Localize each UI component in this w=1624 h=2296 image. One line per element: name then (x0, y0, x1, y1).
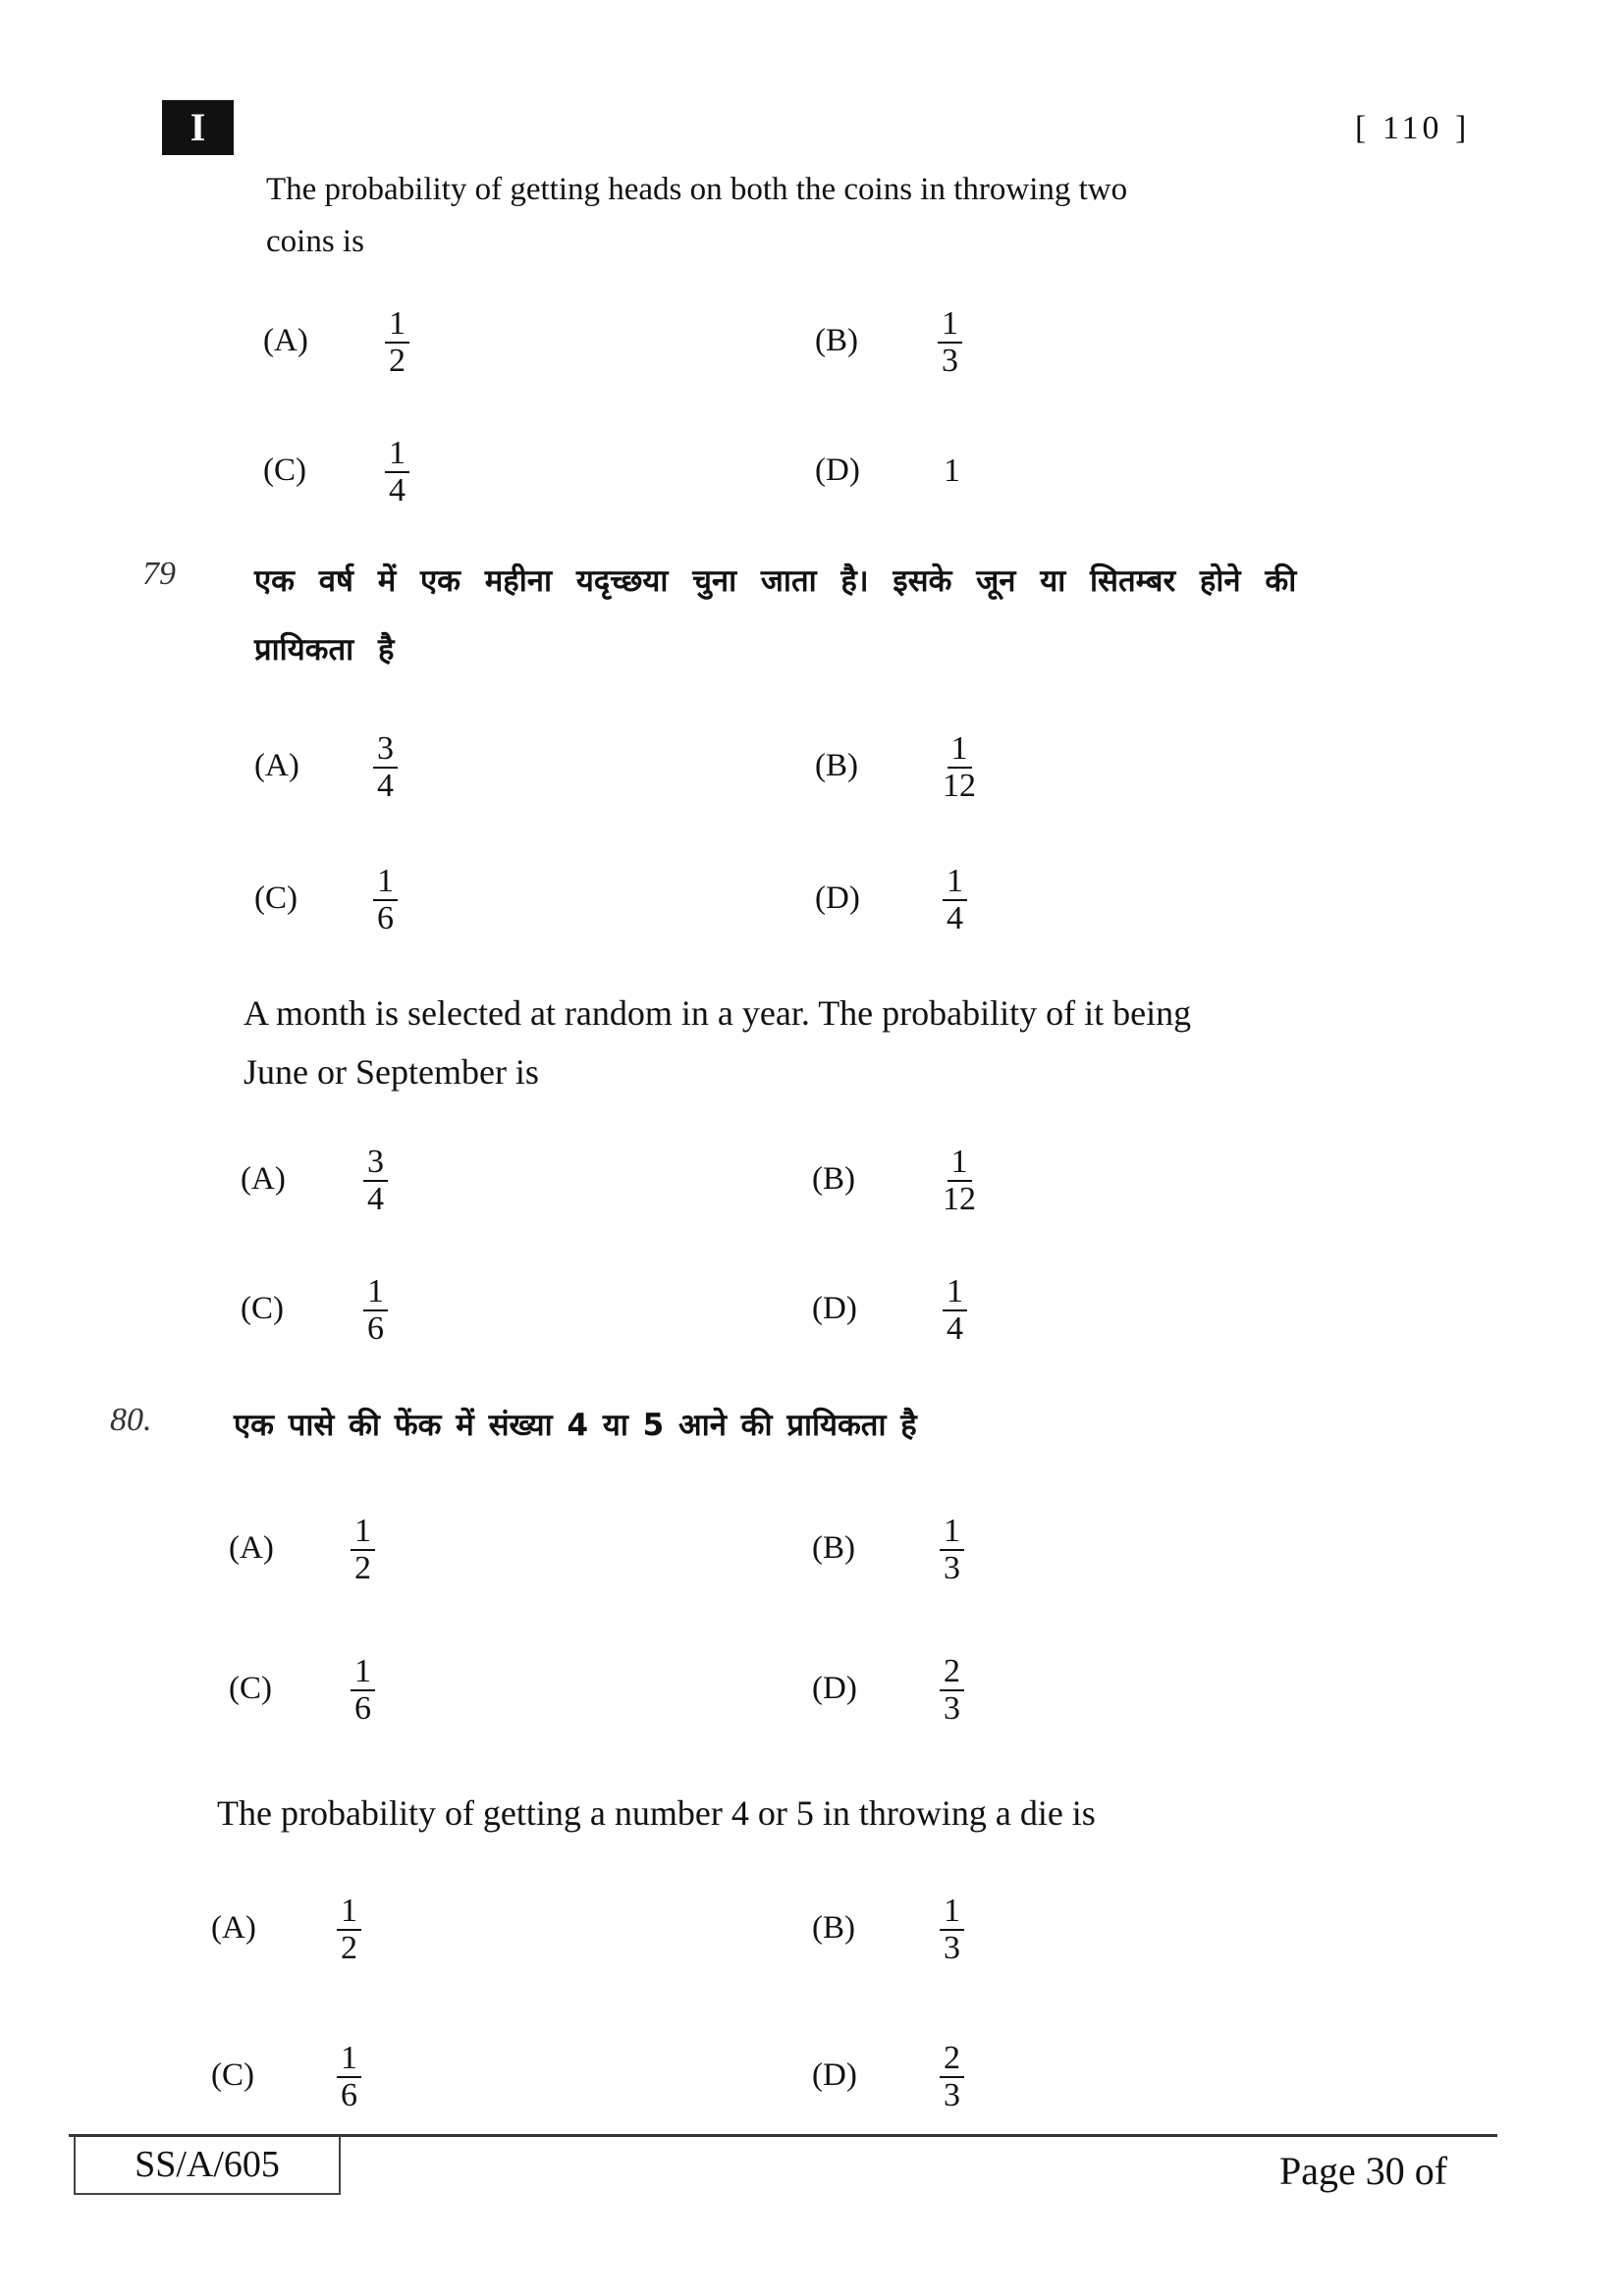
option-label: (C) (263, 453, 306, 488)
numerator: 1 (385, 436, 409, 473)
option-label: (C) (211, 2057, 254, 2093)
q80-text-hi: एक पासे की फेंक में संख्या 4 या 5 आने की प्रायिकता है (234, 1408, 917, 1443)
numerator: 3 (373, 731, 398, 769)
denominator: 2 (389, 343, 406, 379)
option-label: (B) (812, 1910, 855, 1946)
denominator: 6 (377, 900, 394, 936)
numerator: 1 (940, 1514, 964, 1551)
denominator: 3 (944, 1690, 960, 1727)
numerator: 1 (943, 864, 967, 901)
q79-text-en-line2: June or September is (244, 1052, 539, 1092)
question-number: 79 (142, 556, 176, 592)
option-label: (B) (815, 323, 858, 358)
option-fraction (363, 1274, 388, 1347)
option-fraction (940, 2041, 964, 2113)
q78-text-en-line1: The probability of getting heads on both the coins in throwing two (266, 172, 1128, 207)
option-label: (A) (254, 748, 299, 783)
denominator: 4 (367, 1181, 384, 1217)
numerator: 1 (351, 1514, 375, 1551)
option-fraction (943, 1145, 976, 1217)
option-fraction (938, 306, 962, 379)
numerator: 1 (337, 2041, 361, 2078)
section-marker: I (162, 100, 234, 155)
option-fraction (351, 1514, 375, 1586)
denominator: 12 (943, 1181, 976, 1217)
page-marker: [ 110 ] (1355, 110, 1471, 146)
option-label: (A) (229, 1530, 274, 1566)
option-fraction (940, 1894, 964, 1966)
option-fraction (943, 731, 976, 804)
q78-text-en-line2: coins is (266, 224, 364, 259)
option-label: (C) (229, 1671, 272, 1706)
denominator: 4 (947, 1310, 963, 1347)
option-label: (B) (812, 1161, 855, 1197)
denominator: 3 (944, 1550, 960, 1586)
numerator: 1 (373, 864, 398, 901)
option-fraction (385, 306, 409, 379)
option-fraction (337, 2041, 361, 2113)
option-fraction (373, 731, 398, 804)
option-fraction (943, 864, 967, 936)
q79-text-en-line1: A month is selected at random in a year. The probability of it being (244, 993, 1192, 1033)
option-fraction (351, 1654, 375, 1727)
numerator: 3 (363, 1145, 388, 1182)
option-fraction (940, 1654, 964, 1727)
option-label: (A) (263, 323, 308, 358)
denominator: 3 (944, 2077, 960, 2113)
option-fraction (943, 1274, 967, 1347)
q79-text-hi-line1: एक वर्ष में एक महीना यदृच्छया चुना जाता है। इसके जून या सितम्बर होने की (254, 563, 1297, 599)
numerator: 1 (363, 1274, 388, 1311)
q79-text-hi-line2: प्रायिकता है (254, 632, 395, 667)
denominator: 3 (944, 1930, 960, 1966)
question-number: 80. (110, 1402, 152, 1438)
option-fraction (373, 864, 398, 936)
numerator: 1 (943, 1274, 967, 1311)
numerator: 2 (940, 1654, 964, 1691)
denominator: 6 (367, 1310, 384, 1347)
q80-text-en: The probability of getting a number 4 or 5 in throwing a die is (217, 1793, 1096, 1833)
numerator: 1 (947, 731, 972, 769)
paper-code: SS/A/605 (74, 2136, 341, 2195)
page-number: Page 30 of (1279, 2149, 1448, 2193)
option-label: (D) (815, 881, 860, 916)
denominator: 12 (943, 768, 976, 804)
option-label: (B) (812, 1530, 855, 1566)
option-fraction (363, 1145, 388, 1217)
numerator: 1 (337, 1894, 361, 1931)
option-fraction (940, 1514, 964, 1586)
option-label: (A) (241, 1161, 286, 1197)
option-label: (D) (812, 1671, 857, 1706)
denominator: 4 (377, 768, 394, 804)
denominator: 2 (341, 1930, 357, 1966)
option-label: (A) (211, 1910, 256, 1946)
option-label: (B) (815, 748, 858, 783)
numerator: 1 (938, 306, 962, 344)
numerator: 2 (940, 2041, 964, 2078)
denominator: 6 (354, 1690, 371, 1727)
numerator: 1 (351, 1654, 375, 1691)
denominator: 6 (341, 2077, 357, 2113)
numerator: 1 (385, 306, 409, 344)
denominator: 2 (354, 1550, 371, 1586)
option-label: (D) (812, 1291, 857, 1326)
numerator: 1 (947, 1145, 972, 1182)
option-value: 1 (944, 453, 960, 489)
denominator: 3 (942, 343, 958, 379)
numerator: 1 (940, 1894, 964, 1931)
option-label: (D) (815, 453, 860, 488)
option-label: (D) (812, 2057, 857, 2093)
denominator: 4 (389, 472, 406, 508)
option-label: (C) (241, 1291, 284, 1326)
option-fraction (337, 1894, 361, 1966)
denominator: 4 (947, 900, 963, 936)
option-fraction (385, 436, 409, 508)
option-label: (C) (254, 881, 298, 916)
